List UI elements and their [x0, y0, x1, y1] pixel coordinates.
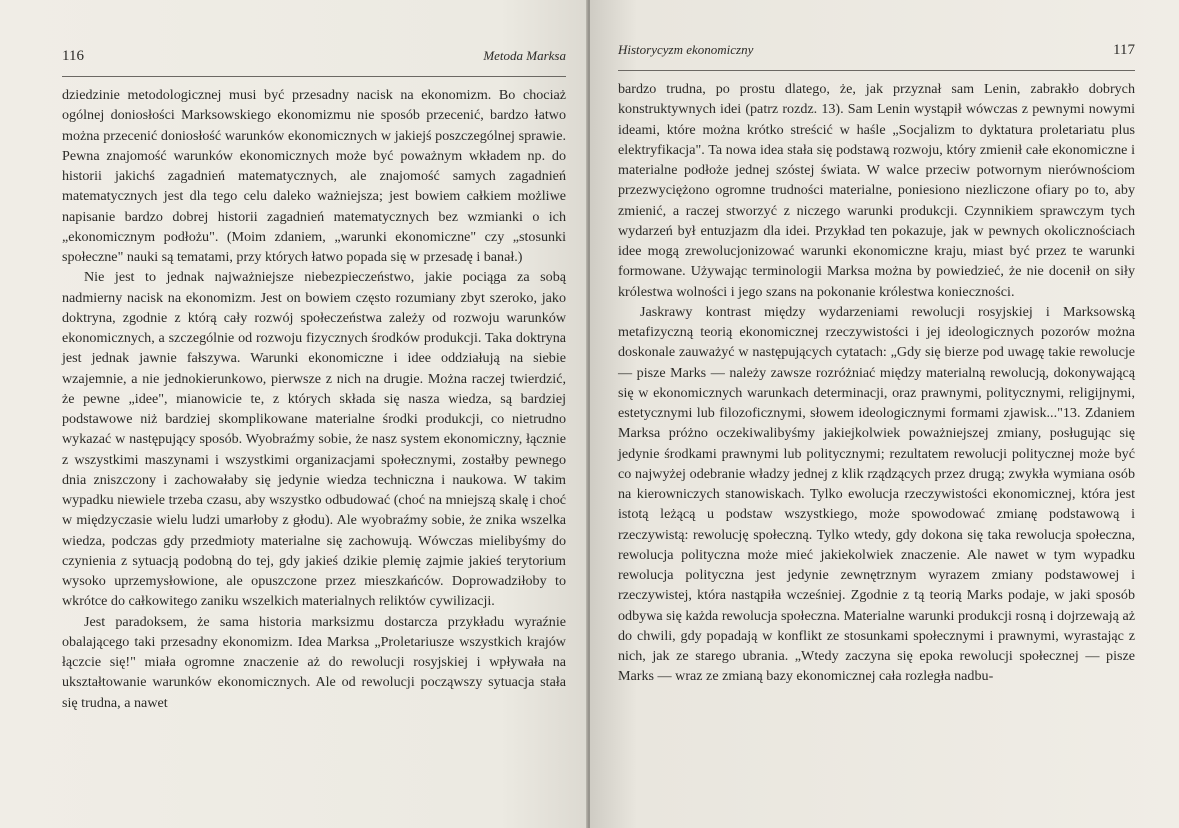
running-head: Historycyzm ekonomiczny [618, 42, 754, 57]
paragraph: bardzo trudna, po prostu dlatego, że, jak przyznał sam Lenin, zabrakło dobrych konstruktywnych idei (patrz rozdz. 13). Sam Lenin wystąpił wówczas z pewnymi nowymi ideami, które można krótko streścić w haśle „Socjalizm to dyktatura proletariatu plus elektryfikacja". Ta nowa idea stała się podstawą rozwoju, który zmienił całe ekonomiczne i materialne podłoże jednej szóstej świata. W walce przeciw potwornym nierównościom przezwyciężono ogromne trudności materialne, poniesiono niezliczone ofiary po to, aby zmienić, a raczej stworzyć z niczego warunki produkcji. Czynnikiem sprawczym tych wydarzeń był entuzjazm dla idei. Przykład ten pokazuje, jak w pewnych okolicznościach idee mogą zrewolucjonizować warunki ekonomiczne kraju, miast być przez te warunki formowane. Używając terminologii Marksa można by powiedzieć, że nie docenił on siły królestwa wolności i jego szans na pokonanie królestwa konieczności. [618, 81, 1135, 300]
header-rule [618, 70, 1135, 71]
right-page-header [618, 42, 1135, 62]
left-page-header [62, 48, 566, 68]
right-page [590, 0, 1179, 828]
left-page-body [62, 85, 566, 713]
right-page-body [618, 79, 1135, 687]
paragraph: Jest paradoksem, że sama historia marksizmu dostarcza przykładu wyraźnie obalającego taki przesadny ekonomizm. Idea Marksa „Proletariusze wszystkich krajów łączcie się!" miała ogromne znaczenie aż do rewolucji rosyjskiej i wpływała na ukształtowanie warunków ekonomicznych. Ale od rewolucji począwszy sytuacja stała się trudna, a nawet [62, 613, 566, 711]
running-head: Metoda Marksa [483, 48, 566, 63]
left-page [0, 0, 588, 828]
page-number: 117 [1113, 42, 1135, 58]
paragraph: Nie jest to jednak najważniejsze niebezpieczeństwo, jakie pociąga za sobą nadmierny nacisk na ekonomizm. Jest on bowiem często rozumiany zbyt szeroko, jako doktryna, zgodnie z którą cały rozwój społeczeństwa zależy od rozwoju warunków ekonomicznych, a szczególnie od rozwoju fizycznych środków produkcji. Taka doktryna jest jednak jawnie fałszywa. Warunki ekonomiczne i idee oddziałują na siebie wzajemnie, a nie jednokierunkowo, pierwsze z nich na drugie. Można raczej twierdzić, że pewne „idee", mianowicie te, z których składa się nasza wiedza, są bardziej podstawowe niż bardziej skomplikowane materialne środki produkcji, co nietrudno wykazać w następujący sposób. Wyobraźmy sobie, że nasz system ekonomiczny, łącznie z wszystkimi maszynami i wszystkimi organizacjami społecznymi, zostałby pewnego dnia zniszczony i zachowałaby się jedynie wiedza techniczna i naukowa. W takim wypadku niewiele trzeba czasu, aby wszystko odbudować (choć na mniejszą skalę i choć w międzyczasie wielu ludzi umarłoby z głodu). Ale wyobraźmy sobie, że znika wszelka wiedza, podczas gdy przedmioty materialne się zachowują. Wówczas mielibyśmy do czynienia z sytuacją podobną do tej, gdy jakieś dzikie plemię zajmie jakieś terytorium wysoko uprzemysłowione, ale opuszczone przez mieszkańców. Doprowadziłoby to wkrótce do całkowitego zaniku wszelkich materialnych reliktów cywilizacji. [62, 269, 566, 610]
header-rule [62, 76, 566, 77]
page-number: 116 [62, 48, 84, 64]
paragraph: dziedzinie metodologicznej musi być przesadny nacisk na ekonomizm. Bo chociaż ogólnej doniosłości Marksowskiego ekonomizmu nie sposób przecenić, bardzo łatwo można przecenić doniosłość warunków ekonomicznych w jakiejś poszczególnej sprawie. Pewna znajomość warunków ekonomicznych może być poważnym wkładem np. do historii jakichś zagadnień matematycznych, ale znajomość samych zagadnień matematycznych jest dla tego celu daleko ważniejsza; jest bowiem całkiem możliwe napisanie bardzo dobrej historii zagadnień matematycznych bez wzmianki o ich „ekonomicznym podłożu". (Moim zdaniem, „warunki ekonomiczne" czy „stosunki społeczne" nauki są tematami, przy których łatwo popada się w przesadę i banał.) [62, 87, 566, 265]
paragraph: Jaskrawy kontrast między wydarzeniami rewolucji rosyjskiej i Marksowską metafizyczną teorią ekonomicznej rzeczywistości i jej ideologicznych pozorów można doskonale zauważyć w następujących cytatach: „Gdy się bierze pod uwagę takie rewolucje — pisze Marks — należy zawsze rozróżniać między materialną rewolucją, dokonywającą się w ekonomicznych warunkach determinacji, oraz prawnymi, politycznymi, religijnymi, estetycznymi lub filozoficznymi, słowem ideologicznymi formami zjawisk..."13. Zdaniem Marksa próżno oczekiwalibyśmy jakiejkolwiek poważniejszej zmiany, posługując się jedynie środkami prawnymi lub politycznymi; rezultatem rewolucji politycznej może być co najwyżej odebranie władzy jednej z klik rządzących przez drugą; zwykła wymiana osób na kierowniczych stanowiskach. Tylko ewolucja rzeczywistości ekonomicznej, która jest istotą leżącą u podstaw wszystkiego, może spowodować zmianę podstawową i rzeczywistą: rewolucję społeczną. Tylko wtedy, gdy dokona się taka rewolucja społeczna, rewolucja polityczna może mieć jakiekolwiek znaczenie. Ale nawet w tym wypadku rewolucja polityczna jest jedynie zewnętrznym wyrazem zmiany podstawowej i rzeczywistej, która nastąpiła wcześniej. Zgodnie z tą teorią Marks podaje, w jaki sposób odbywa się każda rewolucja społeczna. Materialne warunki produkcji rosną i dojrzewają aż do chwili, gdy popadają w konflikt ze stosunkami społecznymi i prawnymi, wyrastając z nich, jak ze starego ubrania. „Wtedy zaczyna się epoka rewolucji społecznej — pisze Marks — wraz ze zmianą bazy ekonomicznej cała rozległa nadbu- [618, 303, 1135, 685]
